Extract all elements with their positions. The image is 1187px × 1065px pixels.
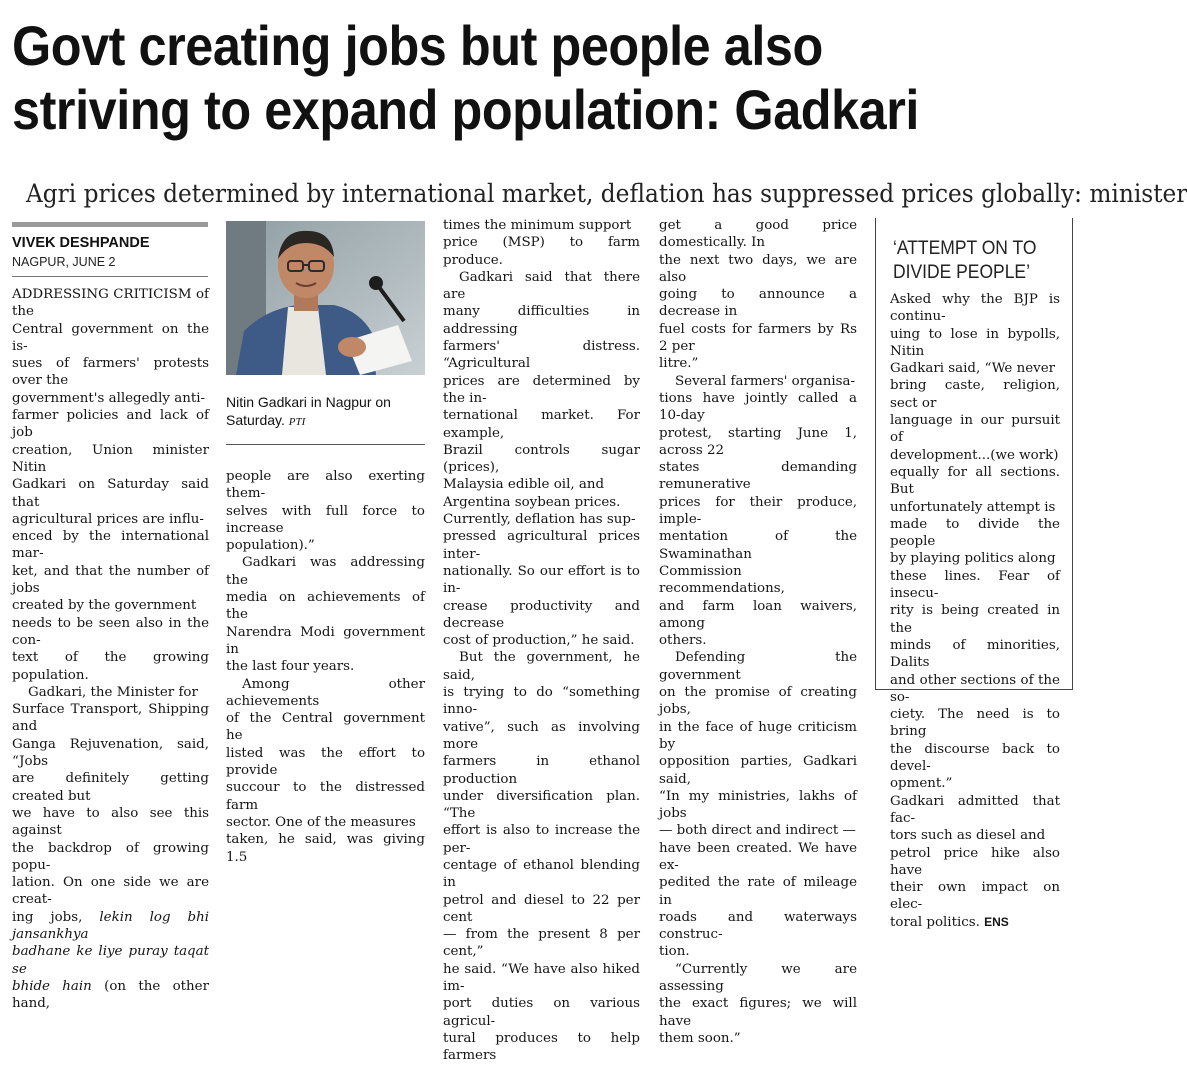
byline-top-rule (12, 222, 208, 227)
article-paragraph: people are also exerting them- selves with full force to increase population).” (226, 469, 425, 554)
article-text: Gadkari, the Minister for Surface Transport, Shipping and Ganga Rejuvenation, said, “Jobs are definitely getting created but we have to also see this against the backdrop of growing popu- lation. On one side we are creat- ing jobs, (12, 684, 209, 925)
byline-author: VIVEK DESHPANDE (12, 235, 150, 251)
hindi-quote: lekin log bhi jansankhya badhane ke liye puray taqat se bhide hain (12, 909, 209, 994)
headline-line-2: striving to expand population: Gadkari (12, 78, 919, 141)
article-paragraph: Gadkari said that there are many difficulties in addressing farmers' distress. “Agricultural prices are determined by the in- ternational market. For example, Brazil controls sugar (prices), Malaysia edible oil, and Argentina soybean prices. Currently, deflation has sup- pressed agricultural prices inter- nationally. So our effort is to in- crease productivity and decrease cost of production,” he said. (443, 269, 640, 649)
gadkari-photo (226, 221, 425, 375)
sidebar-paragraph: Asked why the BJP is continu- uing to lose in bypolls, Nitin Gadkari said, “We never bring caste, religion, sect or language in our pursuit of development...(we work) equally for all sections. But unfortunately attempt is made to divide the people by playing politics along these lines. Fear of insecu- rity is being created in the minds of minorities, Dalits and other sections of the so- ciety. The need is to bring the discourse back to devel- opment.” (890, 292, 1060, 792)
byline-dateline: NAGPUR, JUNE 2 (12, 255, 116, 269)
deck-subheadline: Agri prices determined by international market, deflation has suppressed prices globally: minister (26, 179, 1187, 208)
article-paragraph: get a good price domestically. In the next two days, we are also going to announce a decrease in fuel costs for farmers by Rs 2 per litre.” (659, 218, 857, 372)
byline-divider (12, 276, 208, 277)
sidebar-body (890, 291, 1060, 931)
article-text: (on the other hand, (12, 978, 210, 1012)
article-paragraph (12, 684, 209, 1013)
article-paragraph: “Currently we are assessing the exact figures; we will have them soon.” (659, 961, 857, 1046)
article-column-3 (443, 217, 640, 1065)
headline-line-1: Govt creating jobs but people also (12, 14, 823, 77)
article-paragraph: Several farmers' organisa- tions have jointly called a 10-day protest, starting June 1, across 22 states demanding remunerative prices for their produce, imple- mentation of the Swaminathan Commission recommendations, and farm loan waivers, among others. (659, 373, 857, 649)
photo-caption (226, 393, 425, 431)
article-column-1 (12, 286, 209, 1012)
photo-illustration (226, 221, 425, 375)
article-paragraph: Gadkari was addressing the media on achievements of the Narendra Modi government in the last four years. (226, 555, 425, 675)
article-paragraph: ADDRESSING CRITICISM of the Central government on the is- sues of farmers' protests over the government's allegedly anti- farmer policies and lack of job creation, Union minister Nitin Gadkari on Saturday said that agricultural prices are influ- enced by the international mar- ket, and that the number of jobs created by the government needs to be seen also in the con- text of the growing population. (12, 287, 209, 683)
article-paragraph: Among other achievements of the Central government he listed was the effort to provide succour to the distressed farm sector. One of the measures taken, he said, was giving 1.5 (226, 676, 425, 865)
article-column-2 (226, 468, 425, 866)
article-paragraph: times the minimum support price (MSP) to farm produce. (443, 218, 640, 268)
article-paragraph: But the government, he said, is trying to do “something inno- vative”, such as involving more farmers in ethanol production under diversification plan. “The effort is also to increase the per- centage of ethanol blending in petrol and diesel to 22 per cent — from the present 8 per cent,” he said. “We have also hiked im- port duties on various agricul- tural produces to help farmers (443, 650, 640, 1064)
sidebar-paragraph (890, 793, 1060, 931)
article-paragraph: Defending the government on the promise of creating jobs, in the face of huge criticism by opposition parties, Gadkari said, “In my ministries, lakhs of jobs — both direct and indirect — have been created. We have ex- pedited the rate of mileage in roads and waterways construc- tion. (659, 650, 857, 960)
caption-divider (226, 444, 425, 445)
photo-credit: PTI (288, 416, 306, 428)
headline (12, 14, 966, 142)
sidebar-title: ‘ATTEMPT ON TO DIVIDE PEOPLE’ (893, 238, 1037, 283)
caption-text: Nitin Gadkari in Nagpur on Saturday. (226, 394, 391, 428)
article-column-4 (659, 217, 857, 1047)
agency-signoff: ENS (984, 914, 1009, 929)
sidebar-text: Gadkari admitted that fac- tors such as diesel and petrol price hike also have their own impact on elec- toral politics. (890, 793, 1060, 930)
